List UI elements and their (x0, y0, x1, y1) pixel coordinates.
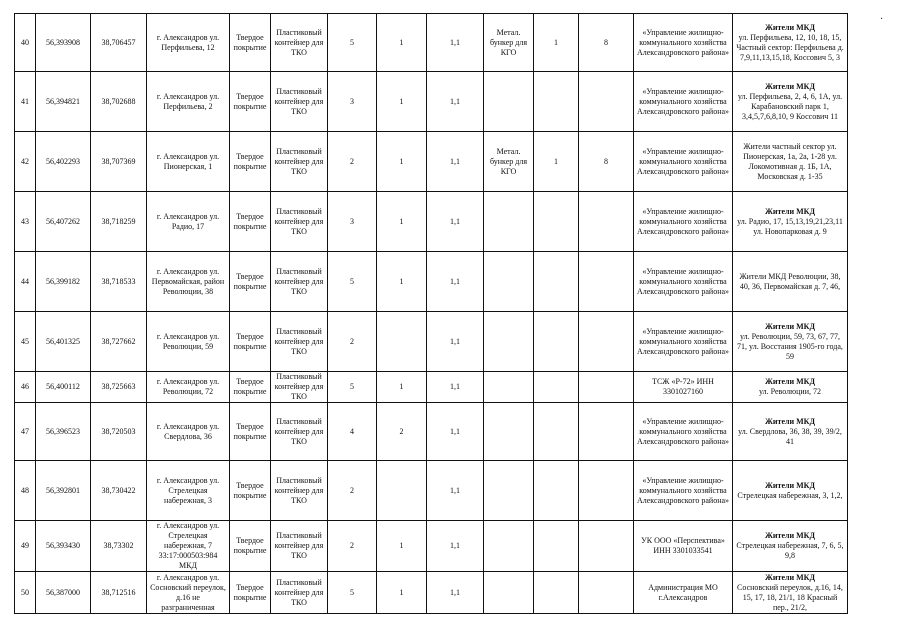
residents-cell (733, 72, 848, 132)
bunker-volume-cell (579, 312, 634, 372)
container-type-cell: Пластиковый контейнер для ТКО (271, 72, 328, 132)
bunker-cell (484, 72, 534, 132)
row-number: 47 (15, 403, 36, 461)
residents-cell (733, 372, 848, 403)
table-row (15, 312, 848, 372)
residents-cell (733, 403, 848, 461)
residents-cell (733, 521, 848, 572)
container-count-cell: 5 (328, 572, 377, 614)
residents-heading: Жители МКД (765, 81, 815, 91)
planned-count-cell: 1 (377, 521, 427, 572)
volume-cell: 1,1 (427, 521, 484, 572)
volume-cell: 1,1 (427, 372, 484, 403)
residents-list: ул. Радио, 17, 15,13,19,21,23,11 ул. Новопарковая д. 9 (737, 216, 843, 236)
residents-list: Жители частный сектор ул. Пионерская, 1а, 2а, 1-28 ул. Локомотивная д. 1Б, 1А, Московская д. 1-35 (743, 141, 837, 181)
surface-cell: Твердое покрытие (230, 192, 271, 252)
residents-heading: Жители МКД (765, 206, 815, 216)
address-cell: г. Александров ул. Свердлова, 36 (147, 403, 230, 461)
address-cell: г. Александров ул. Первомайская, район Революции, 38 (147, 252, 230, 312)
owner-cell: «Управление жилищно-коммунального хозяйства Александровского района» (634, 72, 733, 132)
container-type-cell: Пластиковый контейнер для ТКО (271, 312, 328, 372)
residents-cell (733, 132, 848, 192)
row-number: 50 (15, 572, 36, 614)
bunker-count-cell (534, 312, 579, 372)
residents-heading: Жители МКД (765, 416, 815, 426)
bunker-count-cell (534, 572, 579, 614)
volume-cell: 1,1 (427, 132, 484, 192)
bunker-cell (484, 192, 534, 252)
bunker-volume-cell (579, 572, 634, 614)
longitude-cell: 38,706457 (91, 14, 147, 72)
longitude-cell: 38,718259 (91, 192, 147, 252)
surface-cell: Твердое покрытие (230, 72, 271, 132)
container-type-cell: Пластиковый контейнер для ТКО (271, 132, 328, 192)
table-row (15, 461, 848, 521)
longitude-cell: 38,702688 (91, 72, 147, 132)
planned-count-cell: 1 (377, 252, 427, 312)
surface-cell: Твердое покрытие (230, 312, 271, 372)
volume-cell: 1,1 (427, 72, 484, 132)
longitude-cell: 38,707369 (91, 132, 147, 192)
bunker-count-cell: 1 (534, 132, 579, 192)
container-count-cell: 2 (328, 312, 377, 372)
planned-count-cell: 1 (377, 192, 427, 252)
bunker-volume-cell (579, 521, 634, 572)
row-number: 49 (15, 521, 36, 572)
address-cell: г. Александров ул. Стрелецкая набережная, 7 33:17:000503:984 МКД (147, 521, 230, 572)
bunker-volume-cell (579, 192, 634, 252)
row-number: 45 (15, 312, 36, 372)
container-type-cell: Пластиковый контейнер для ТКО (271, 192, 328, 252)
latitude-cell: 56,392801 (36, 461, 91, 521)
surface-cell: Твердое покрытие (230, 372, 271, 403)
residents-cell (733, 461, 848, 521)
bunker-volume-cell: 8 (579, 14, 634, 72)
longitude-cell: 38,718533 (91, 252, 147, 312)
bunker-count-cell (534, 461, 579, 521)
surface-cell: Твердое покрытие (230, 403, 271, 461)
bunker-count-cell (534, 403, 579, 461)
owner-cell: «Управление жилищно-коммунального хозяйства Александровского района» (634, 14, 733, 72)
address-cell: г. Александров ул. Революции, 59 (147, 312, 230, 372)
latitude-cell: 56,396523 (36, 403, 91, 461)
bunker-count-cell: 1 (534, 14, 579, 72)
volume-cell: 1,1 (427, 192, 484, 252)
volume-cell: 1,1 (427, 14, 484, 72)
residents-list: Жители МКД Революции, 38, 40, 36, Первомайская д. 7, 46, (739, 271, 841, 291)
row-number: 46 (15, 372, 36, 403)
residents-list: ул. Свердлова, 36, 38, 39, 39/2, 41 (738, 426, 842, 446)
residents-heading: Жители МКД (765, 321, 815, 331)
container-type-cell: Пластиковый контейнер для ТКО (271, 461, 328, 521)
address-cell: г. Александров ул. Перфильева, 12 (147, 14, 230, 72)
bunker-cell: Метал. бункер для КГО (484, 132, 534, 192)
volume-cell: 1,1 (427, 252, 484, 312)
residents-cell (733, 312, 848, 372)
latitude-cell: 56,407262 (36, 192, 91, 252)
table-row (15, 132, 848, 192)
container-type-cell: Пластиковый контейнер для ТКО (271, 252, 328, 312)
container-type-cell: Пластиковый контейнер для ТКО (271, 572, 328, 614)
volume-cell: 1,1 (427, 312, 484, 372)
planned-count-cell: 1 (377, 14, 427, 72)
bunker-volume-cell: 8 (579, 132, 634, 192)
planned-count-cell (377, 461, 427, 521)
residents-list: ул. Перфильева, 2, 4, 6, 1А, ул. Карабановский парк 1, 3,4,5,7,6,8,10, 9 Коссович 11 (737, 91, 843, 121)
longitude-cell: 38,720503 (91, 403, 147, 461)
bunker-cell (484, 461, 534, 521)
container-count-cell: 5 (328, 372, 377, 403)
address-cell: г. Александров ул. Радио, 17 (147, 192, 230, 252)
bunker-count-cell (534, 72, 579, 132)
residents-list: ул. Революции, 59, 73, 67, 77, 71, ул. Восстания 1905-го года, 59 (737, 331, 843, 361)
bunker-volume-cell (579, 372, 634, 403)
longitude-cell: 38,730422 (91, 461, 147, 521)
bunker-cell (484, 312, 534, 372)
longitude-cell: 38,73302 (91, 521, 147, 572)
residents-list: ул. Перфильева, 12, 10, 18, 15, Частный сектор: Перфильева д. 7,9,11,13,15,18, Коссович 5, 3 (736, 32, 844, 62)
longitude-cell: 38,725663 (91, 372, 147, 403)
owner-cell: Администрация МО г.Александров (634, 572, 733, 614)
owner-cell: УК ООО «Перспектива» ИНН 3301033541 (634, 521, 733, 572)
residents-list: ул. Революции, 72 (759, 387, 821, 396)
longitude-cell: 38,712516 (91, 572, 147, 614)
table-row (15, 521, 848, 572)
latitude-cell: 56,402293 (36, 132, 91, 192)
container-type-cell: Пластиковый контейнер для ТКО (271, 14, 328, 72)
row-number: 42 (15, 132, 36, 192)
residents-heading: Жители МКД (765, 480, 815, 490)
container-count-cell: 2 (328, 521, 377, 572)
owner-cell: «Управление жилищно-коммунального хозяйства Александровского района» (634, 312, 733, 372)
container-type-cell: Пластиковый контейнер для ТКО (271, 521, 328, 572)
surface-cell: Твердое покрытие (230, 572, 271, 614)
address-cell: г. Александров ул. Революции, 72 (147, 372, 230, 403)
volume-cell: 1,1 (427, 572, 484, 614)
container-count-cell: 2 (328, 132, 377, 192)
container-count-cell: 5 (328, 14, 377, 72)
surface-cell: Твердое покрытие (230, 461, 271, 521)
waste-sites-table (14, 13, 848, 614)
bunker-cell (484, 521, 534, 572)
residents-cell (733, 14, 848, 72)
container-count-cell: 3 (328, 192, 377, 252)
row-number: 48 (15, 461, 36, 521)
bunker-cell: Метал. бункер для КГО (484, 14, 534, 72)
bunker-cell (484, 252, 534, 312)
latitude-cell: 56,401325 (36, 312, 91, 372)
owner-cell: «Управление жилищно-коммунального хозяйства Александровского района» (634, 132, 733, 192)
latitude-cell: 56,393430 (36, 521, 91, 572)
bunker-cell (484, 372, 534, 403)
row-number: 44 (15, 252, 36, 312)
residents-list: Стрелецкая набережная, 3, 1,2, (737, 490, 843, 500)
owner-cell: «Управление жилищно-коммунального хозяйства Александровского района» (634, 461, 733, 521)
bunker-count-cell (534, 521, 579, 572)
surface-cell: Твердое покрытие (230, 252, 271, 312)
owner-cell: ТСЖ «Р-72» ИНН 3301027160 (634, 372, 733, 403)
register-page (14, 13, 847, 614)
bunker-count-cell (534, 192, 579, 252)
latitude-cell: 56,393908 (36, 14, 91, 72)
latitude-cell: 56,399182 (36, 252, 91, 312)
bunker-volume-cell (579, 72, 634, 132)
bunker-cell (484, 572, 534, 614)
bunker-cell (484, 403, 534, 461)
owner-cell: «Управление жилищно-коммунального хозяйства Александровского района» (634, 192, 733, 252)
residents-list: Сосновский переулок, д.16, 14, 15, 17, 18, 21/1, 18 Красный пер., 21/2, (737, 582, 843, 612)
table-row (15, 72, 848, 132)
bunker-volume-cell (579, 461, 634, 521)
residents-heading: Жители МКД (765, 531, 815, 540)
latitude-cell: 56,394821 (36, 72, 91, 132)
residents-cell (733, 572, 848, 614)
container-type-cell: Пластиковый контейнер для ТКО (271, 403, 328, 461)
table-row (15, 192, 848, 252)
table-row (15, 403, 848, 461)
latitude-cell: 56,400112 (36, 372, 91, 403)
planned-count-cell: 1 (377, 72, 427, 132)
margin-mark: · (880, 14, 884, 25)
address-cell: г. Александров ул. Пионерская, 1 (147, 132, 230, 192)
container-count-cell: 2 (328, 461, 377, 521)
table-row (15, 572, 848, 614)
residents-cell (733, 252, 848, 312)
address-cell: г. Александров ул. Перфильева, 2 (147, 72, 230, 132)
residents-heading: Жители МКД (765, 22, 815, 32)
address-cell: г. Александров ул. Стрелецкая набережная, 3 (147, 461, 230, 521)
planned-count-cell: 2 (377, 403, 427, 461)
row-number: 43 (15, 192, 36, 252)
longitude-cell: 38,727662 (91, 312, 147, 372)
container-count-cell: 5 (328, 252, 377, 312)
planned-count-cell (377, 312, 427, 372)
planned-count-cell: 1 (377, 132, 427, 192)
volume-cell: 1,1 (427, 403, 484, 461)
residents-heading: Жители МКД (765, 377, 815, 386)
bunker-count-cell (534, 372, 579, 403)
container-count-cell: 3 (328, 72, 377, 132)
latitude-cell: 56,387000 (36, 572, 91, 614)
address-cell: г. Александров ул. Сосновский переулок, д.16 не разграниченная (147, 572, 230, 614)
table-body (15, 14, 848, 614)
residents-heading: Жители МКД (765, 572, 815, 582)
surface-cell: Твердое покрытие (230, 14, 271, 72)
surface-cell: Твердое покрытие (230, 521, 271, 572)
row-number: 41 (15, 72, 36, 132)
residents-cell (733, 192, 848, 252)
residents-list: Стрелецкая набережная, 7, 6, 5, 9,8 (736, 541, 844, 560)
table-row (15, 14, 848, 72)
container-type-cell: Пластиковый контейнер для ТКО (271, 372, 328, 403)
container-count-cell: 4 (328, 403, 377, 461)
row-number: 40 (15, 14, 36, 72)
planned-count-cell: 1 (377, 372, 427, 403)
bunker-count-cell (534, 252, 579, 312)
owner-cell: «Управление жилищно-коммунального хозяйства Александровского района» (634, 403, 733, 461)
planned-count-cell: 1 (377, 572, 427, 614)
table-row (15, 252, 848, 312)
table-row (15, 372, 848, 403)
owner-cell: «Управление жилищно-коммунального хозяйства Александровского района» (634, 252, 733, 312)
volume-cell: 1,1 (427, 461, 484, 521)
bunker-volume-cell (579, 403, 634, 461)
bunker-volume-cell (579, 252, 634, 312)
surface-cell: Твердое покрытие (230, 132, 271, 192)
